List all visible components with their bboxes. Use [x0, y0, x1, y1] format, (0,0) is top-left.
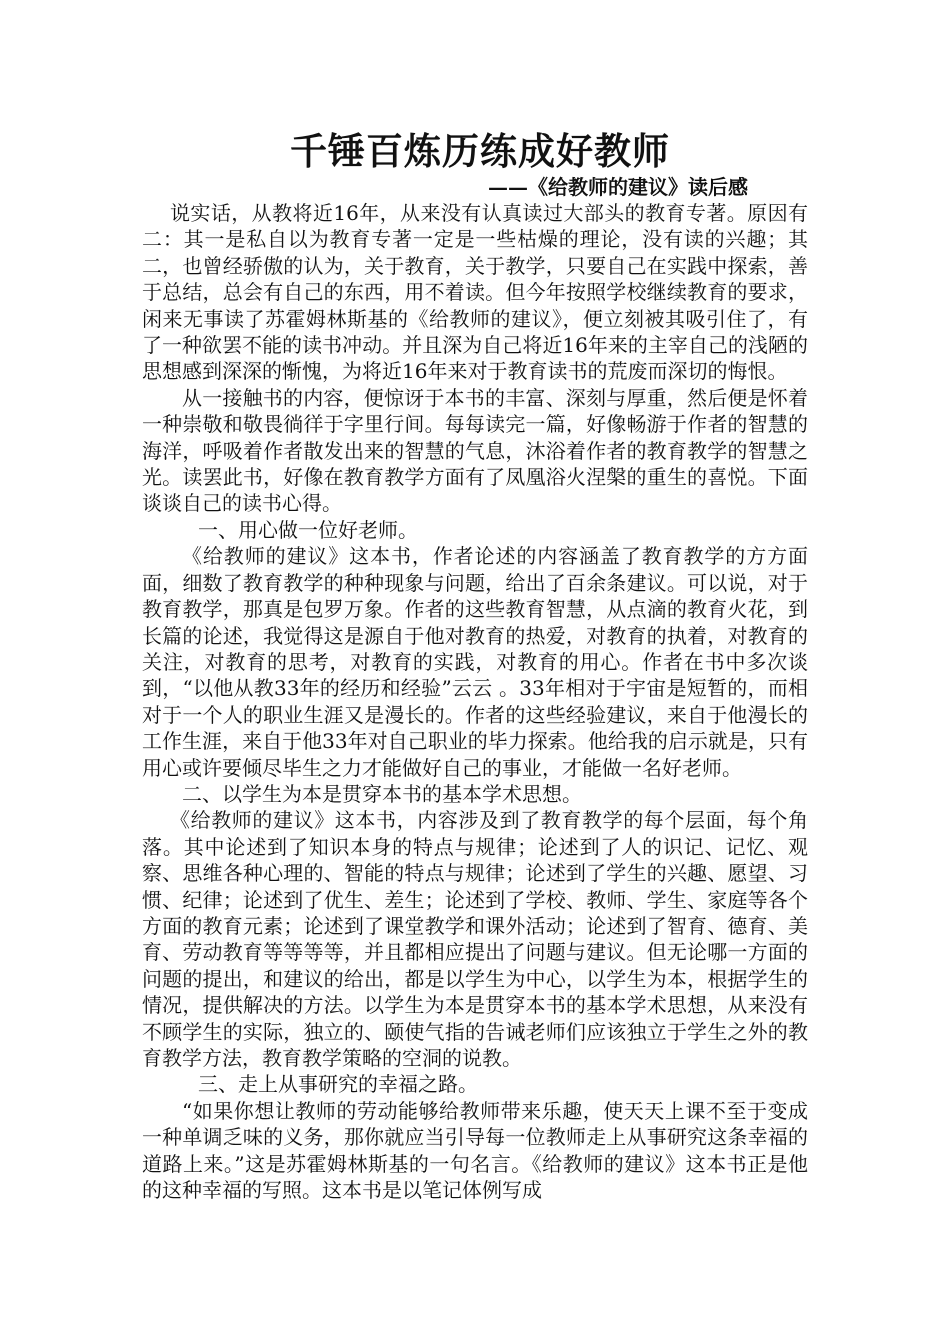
paragraph-intro: 说实话，从教将近16年，从来没有认真读过大部头的教育专著。原因有二：其一是私自以为教育专著一定是一些枯燥的理论，没有读的兴趣；其二，也曾经骄傲的认为，关于教育，关于教学，只要自己在实践中探索，善于总结，总会有自己的东西，用不着读。但今年按照学校继续教育的要求，闲来无事读了苏霍姆林斯基的《给教师的建议》，便立刻被其吸引住了，有了一种欲罢不能的读书冲动。并且深为自己将近16年来的主宰自己的浅陋的思想感到深深的惭愧，为将近16年来对于教育读书的荒废而深切的悔恨。	[142, 201, 808, 384]
document-page	[142, 128, 808, 1203]
document-subtitle: ——《给教师的建议》读后感	[488, 175, 748, 199]
document-title: 千锤百炼历练成好教师	[290, 129, 670, 173]
paragraph-section-3: “如果你想让教师的劳动能够给教师带来乐趣，使天天上课不至于变成一种单调乏味的义务，那你就应当引导每一位教师走上从事研究这条幸福的道路上来。”这是苏霍姆林斯基的一句名言。《给教师的建议》这本书正是他的这种幸福的写照。这本书是以笔记体例写成	[142, 1098, 808, 1203]
section-heading-1: 一、用心做一位好老师。	[198, 517, 418, 542]
paragraph-section-2: 《给教师的建议》这本书，内容涉及到了教育教学的每个层面，每个角落。其中论述到了知识本身的特点与规律；论述到了人的识记、记忆、观察、思维各种心理的、智能的特点与规律；论述到了学生的兴趣、愿望、习惯、纪律；论述到了优生、差生；论述到了学校、教师、学生、家庭等各个方面的教育元素；论述到了课堂教学和课外活动；论述到了智育、德育、美育、劳动教育等等等等，并且都相应提出了问题与建议。但无论哪一方面的问题的提出，和建议的给出，都是以学生为中心，以学生为本，根据学生的情况，提供解决的方法。以学生为本是贯穿本书的基本学术思想，从来没有不顾学生的实际，独立的、颐使气指的告诫老师们应该独立于学生之外的教育教学方法，教育教学策略的空洞的说教。	[142, 808, 808, 1070]
section-heading-2: 二、以学生为本是贯穿本书的基本学术思想。	[182, 781, 582, 806]
paragraph-section-1: 《给教师的建议》这本书，作者论述的内容涵盖了教育教学的方方面面，细数了教育教学的种种现象与问题，给出了百余条建议。可以说，对于教育教学，那真是包罗万象。作者的这些教育智慧，从点滴的教育火花，到长篇的论述，我觉得这是源自于他对教育的热爱，对教育的执着，对教育的关注，对教育的思考，对教育的实践，对教育的用心。作者在书中多次谈到，“以他从教33年的经历和经验”云云 。33年相对于宇宙是短暂的，而相对于一个人的职业生涯又是漫长的。作者的这些经验建议，来自于他漫长的工作生涯，来自于他33年对自己职业的毕力探索。他给我的启示就是，只有用心或许要倾尽毕生之力才能做好自己的事业，才能做一名好老师。	[142, 544, 808, 780]
section-heading-3: 三、走上从事研究的幸福之路。	[198, 1072, 478, 1097]
paragraph-impression: 从一接触书的内容，便惊讶于本书的丰富、深刻与厚重，然后便是怀着一种崇敬和敬畏徜徉于字里行间。每每读完一篇，好像畅游于作者的智慧的海洋，呼吸着作者散发出来的智慧的气息，沐浴着作者的教育教学的智慧之光。读罢此书，好像在教育教学方面有了凤凰浴火涅槃的重生的喜悦。下面谈谈自己的读书心得。	[142, 385, 808, 516]
